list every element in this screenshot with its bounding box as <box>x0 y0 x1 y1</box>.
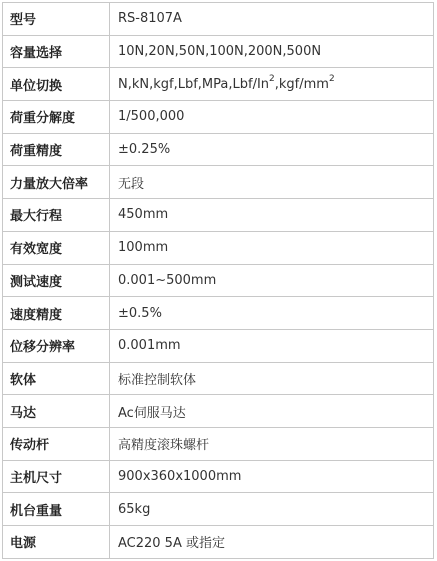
table-row <box>3 329 434 362</box>
spec-value-units <box>110 68 434 101</box>
spec-value: 1/500,000 <box>110 101 434 134</box>
table-row <box>3 231 434 264</box>
spec-label: 荷重精度 <box>3 133 110 166</box>
spec-value: 900x360x1000mm <box>110 460 434 493</box>
spec-value: 10N,20N,50N,100N,200N,500N <box>110 35 434 68</box>
spec-label: 软体 <box>3 362 110 395</box>
unit-superscript: 2 <box>269 74 275 85</box>
table-row <box>3 101 434 134</box>
spec-value: 高精度滚珠螺杆 <box>110 427 434 460</box>
spec-label: 荷重分解度 <box>3 101 110 134</box>
spec-value: ±0.25% <box>110 133 434 166</box>
spec-value: ±0.5% <box>110 297 434 330</box>
table-row <box>3 68 434 101</box>
table-row <box>3 297 434 330</box>
spec-label: 最大行程 <box>3 199 110 232</box>
spec-table <box>2 2 434 559</box>
table-row <box>3 526 434 559</box>
spec-label: 力量放大倍率 <box>3 166 110 199</box>
spec-label: 传动杆 <box>3 427 110 460</box>
spec-value: Ac伺服马达 <box>110 395 434 428</box>
table-row <box>3 493 434 526</box>
table-row <box>3 166 434 199</box>
spec-label: 有效宽度 <box>3 231 110 264</box>
unit-superscript: 2 <box>328 74 335 85</box>
spec-label: 马达 <box>3 395 110 428</box>
unit-text: ,kgf/mm <box>274 76 329 92</box>
spec-label: 机台重量 <box>3 493 110 526</box>
spec-value: 65kg <box>110 493 434 526</box>
spec-value: 标准控制软体 <box>110 362 434 395</box>
spec-value: 100mm <box>110 231 434 264</box>
table-row <box>3 35 434 68</box>
spec-value: 无段 <box>110 166 434 199</box>
table-row <box>3 133 434 166</box>
table-row <box>3 427 434 460</box>
table-row <box>3 362 434 395</box>
spec-value: RS-8107A <box>110 3 434 36</box>
spec-value: 0.001~500mm <box>110 264 434 297</box>
spec-label: 电源 <box>3 526 110 559</box>
unit-text: N,kN,kgf,Lbf,MPa,Lbf/In <box>118 76 270 92</box>
spec-value: 450mm <box>110 199 434 232</box>
table-row <box>3 3 434 36</box>
spec-label: 测试速度 <box>3 264 110 297</box>
spec-value: 0.001mm <box>110 329 434 362</box>
spec-label: 位移分辨率 <box>3 329 110 362</box>
table-row <box>3 199 434 232</box>
spec-label: 容量选择 <box>3 35 110 68</box>
spec-value: AC220 5A 或指定 <box>110 526 434 559</box>
table-row <box>3 264 434 297</box>
spec-label: 速度精度 <box>3 297 110 330</box>
table-row <box>3 395 434 428</box>
spec-label: 主机尺寸 <box>3 460 110 493</box>
spec-label: 单位切换 <box>3 68 110 101</box>
table-row <box>3 460 434 493</box>
spec-label: 型号 <box>3 3 110 36</box>
